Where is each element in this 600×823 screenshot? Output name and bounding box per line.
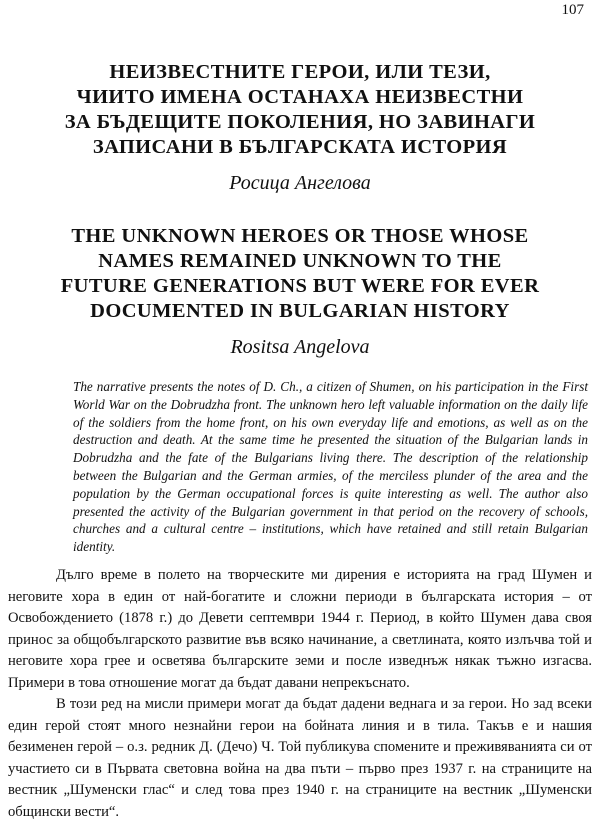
body-text: [8, 565, 592, 823]
abstract: The narrative presents the notes of D. Ch., a citizen of Shumen, on his participation in the First World War on the Dobrudzha front. The unknown hero left valuable information on the daily life of the soldiers from the home front, on his own everyday life and emotions, as well as on the destruction and death. At the same time he presented the situation of the Bulgarian lands in Dobrudzha and the fate of the Bulgarians living there. The description of the relationship between the Bulgarian and the German armies, of the merciless plunder of the area and the population by the German occupational forces is quite interesting as well. The author also presented the activity of the Bulgarian government in that period on the recovery of schools, churches and a cultural centre – institutions, which have retained and still retain Bulgarian identity.: [73, 379, 588, 555]
author-name-english: Rositsa Angelova: [230, 336, 370, 358]
title-bg-line: ЧИИТО ИМЕНА ОСТАНАХА НЕИЗВЕСТНИ: [76, 86, 524, 108]
article-title-english: [18, 224, 582, 324]
author-name-bulgarian: Росица Ангелова: [229, 172, 371, 194]
article-title-bulgarian: [20, 60, 580, 160]
title-en-line: THE UNKNOWN HEROES OR THOSE WHOSE: [71, 225, 529, 247]
body-paragraph: В този ред на мисли примери могат да бъдат дадени веднага и за герои. Но зад всеки един герой стоят много незнайни герои на бойната линия и в тила. Такъв е и нашия безименен герой – о.з. редник Д. (Дечо) Ч. Той публикува спомените и преживяванията си от участието си в Първата световна война на два пъти – първо през 1937 г. на страниците на вестник „Шуменски глас“ и след това през 1940 г. на страниците на вестник „Шуменски общински вести“.: [8, 696, 592, 820]
title-en-line: FUTURE GENERATIONS BUT WERE FOR EVER: [60, 275, 540, 297]
body-paragraph: Дълго време в полето на творческите ми дирения е историята на град Шумен и неговите хора в един от най-богатите и сложни периоди в българската история – от Освобождението (1878 г.) до Девети септември 1944 г. Период, в който Шумен дава своя принос за общобългарското развитие във всяко начинание, а светлината, която излъчва той и неговите хора грее и осветява българските земи и после изведнъж някак тъжно изгасва. Примери в това отношение могат да бъдат давани непрекъснато.: [8, 567, 592, 691]
title-bg-line: ЗАПИСАНИ В БЪЛГАРСКАТА ИСТОРИЯ: [92, 136, 508, 158]
title-en-line: DOCUMENTED IN BULGARIAN HISTORY: [90, 300, 510, 322]
title-bg-line: ЗА БЪДЕЩИТЕ ПОКОЛЕНИЯ, НО ЗАВИНАГИ: [64, 111, 536, 133]
title-en-line: NAMES REMAINED UNKNOWN TO THE: [98, 250, 502, 272]
page-number: 107: [561, 2, 584, 18]
title-bg-line: НЕИЗВЕСТНИТЕ ГЕРОИ, ИЛИ ТЕЗИ,: [109, 61, 491, 83]
